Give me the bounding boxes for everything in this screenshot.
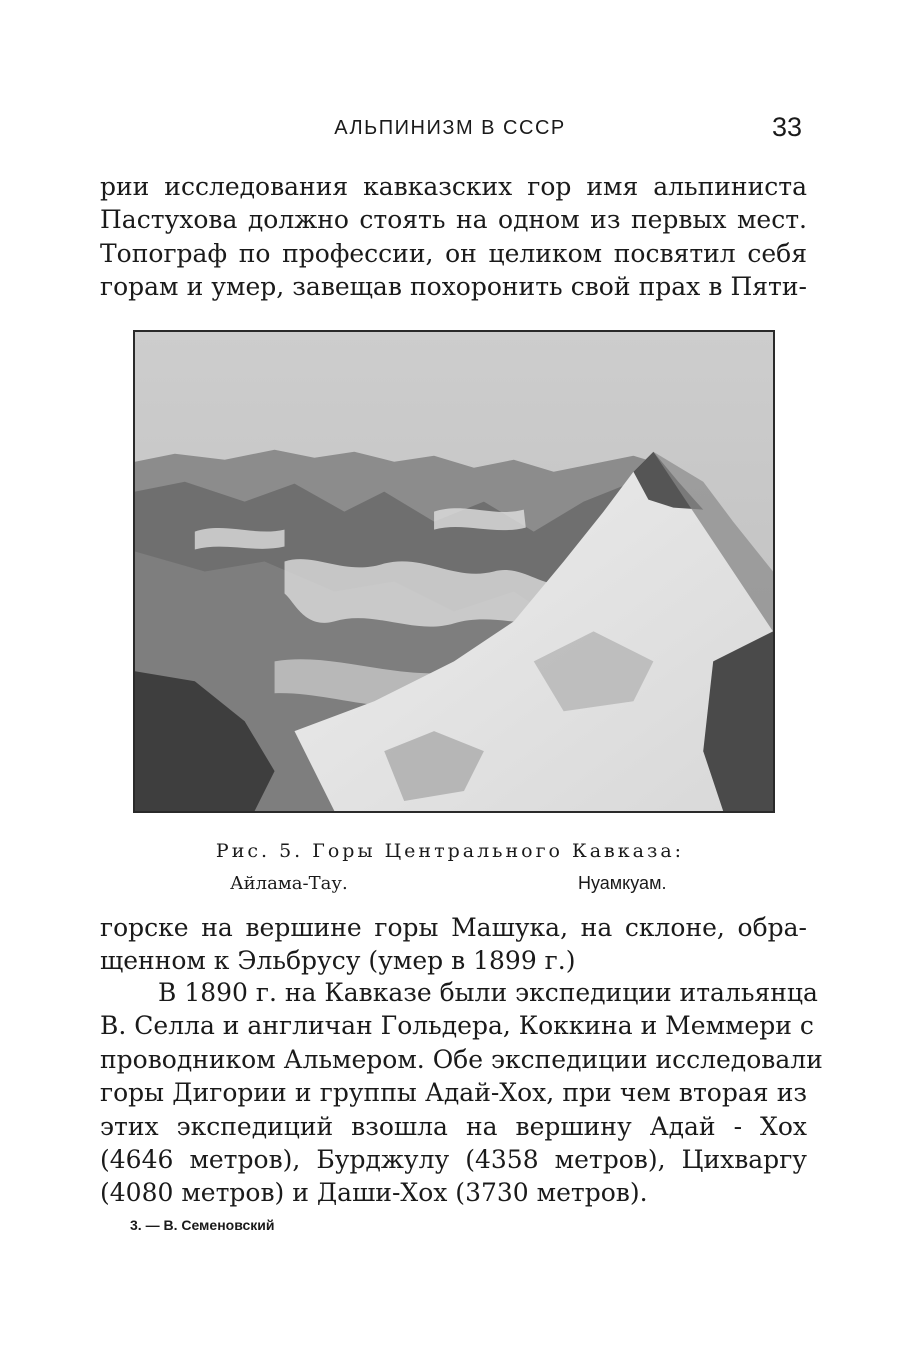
text-line: проводником Альмером. Обе экспедиции исследовали bbox=[100, 1044, 823, 1074]
page-number: 33 bbox=[772, 112, 803, 142]
paragraph-pastukhov-end bbox=[100, 911, 807, 978]
text-line: В. Селла и англичан Гольдера, Коккина и Меммери с bbox=[100, 1011, 814, 1041]
text-line: щенном к Эльбрусу (умер в 1899 г.) bbox=[100, 946, 576, 976]
paragraph-continued bbox=[100, 170, 807, 304]
paragraph-expeditions-1890 bbox=[100, 976, 823, 1210]
text-line: (4080 метров) и Даши-Хох (3730 метров). bbox=[100, 1178, 648, 1208]
text-line: В 1890 г. на Кавказе были экспедиции итальянца bbox=[158, 978, 818, 1007]
text-line: (4646 метров), Бурджулу (4358 метров), Цихваргу bbox=[100, 1145, 807, 1175]
figure-label-right: Нуамкуам. bbox=[578, 873, 667, 893]
text-line: Топограф по профессии, он целиком посвятил себя bbox=[100, 238, 807, 268]
page-header-title: АЛЬПИНИЗМ В СССР bbox=[334, 117, 566, 139]
mountain-photo-illustration bbox=[135, 332, 773, 811]
text-line: рии исследования кавказских гор имя альпиниста bbox=[100, 172, 807, 201]
text-line: этих экспедиций взошла на вершину Адай - Хох bbox=[100, 1111, 807, 1141]
footer-signature: 3. — В. Семеновский bbox=[130, 1217, 275, 1233]
text-line: горы Дигории и группы Адай-Хох, при чем вторая из bbox=[100, 1078, 807, 1108]
text-line: Пастухова должно стоять на одном из первых мест. bbox=[100, 205, 807, 235]
text-line: горам и умер, завещав похоронить свой прах в Пяти- bbox=[100, 272, 807, 302]
mountain-photograph bbox=[133, 330, 775, 813]
figure-label-left: Айлама-Тау. bbox=[230, 873, 348, 894]
figure-caption: Рис. 5. Горы Центрального Кавказа: bbox=[215, 840, 685, 862]
text-line: горске на вершине горы Машука, на склоне, обра- bbox=[100, 913, 807, 942]
